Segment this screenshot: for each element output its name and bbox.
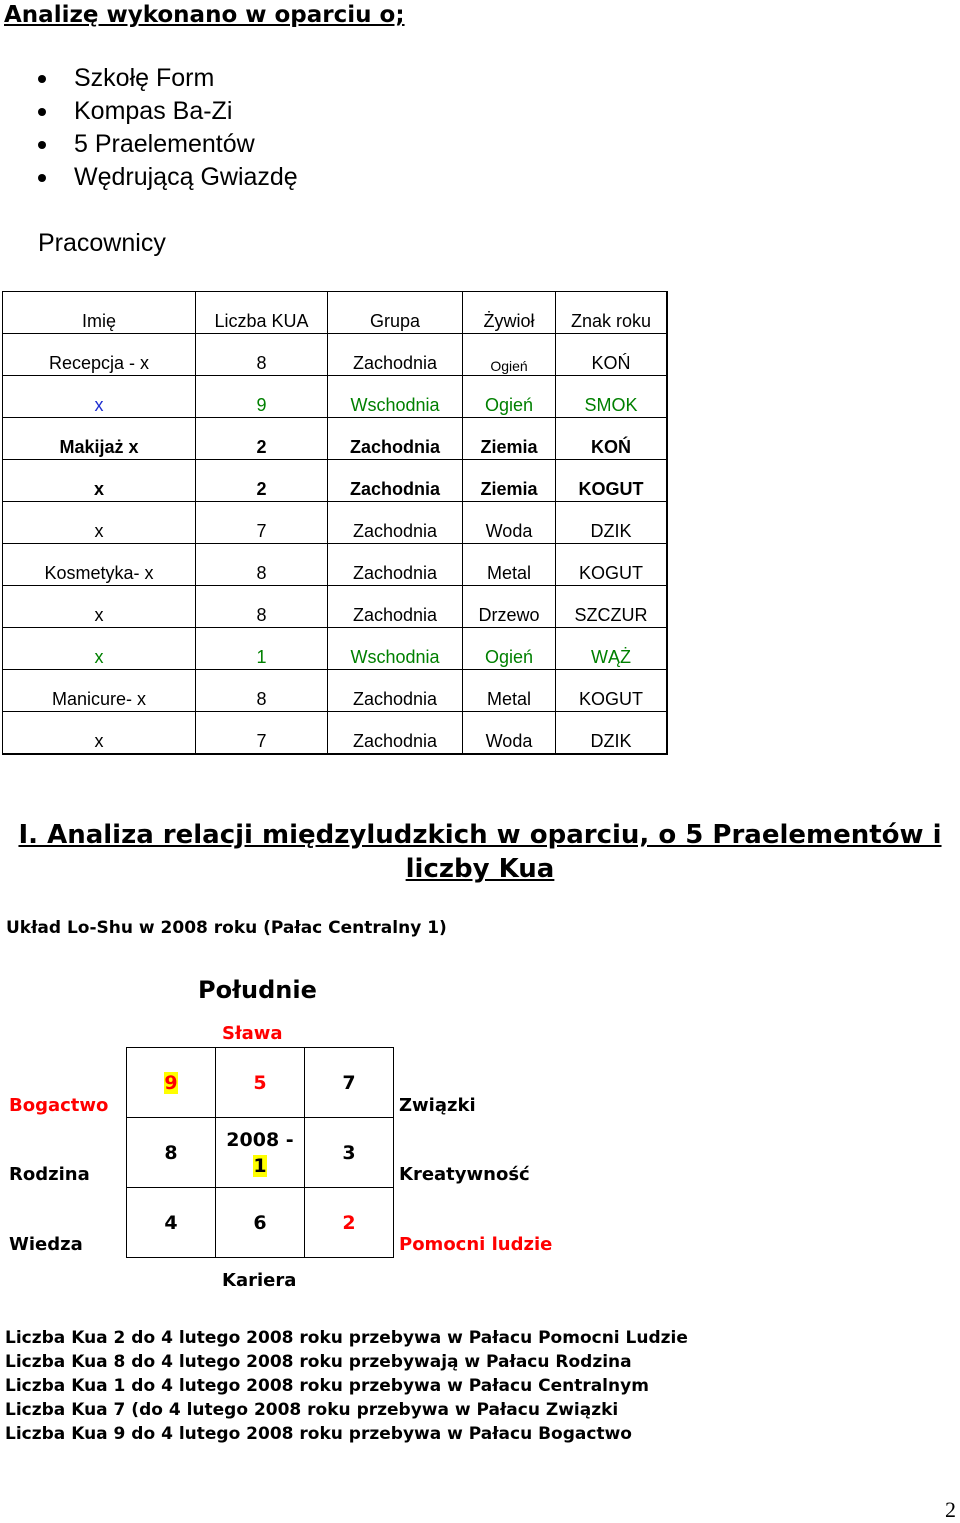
table-row: [3, 376, 668, 418]
table-cell: Ziemia: [463, 418, 556, 460]
list-item: Kompas Ba-Zi: [0, 95, 298, 128]
table-cell: Zachodnia: [328, 586, 463, 628]
table-cell: Kosmetyka- x: [3, 544, 196, 586]
table-cell: Metal: [463, 544, 556, 586]
table-cell: Metal: [463, 670, 556, 712]
table-cell: WĄŻ: [556, 628, 668, 670]
header-cell: Liczba KUA: [196, 292, 328, 334]
grid-cell: [216, 1118, 305, 1188]
header-cell: Grupa: [328, 292, 463, 334]
grid-value: 9: [164, 1071, 178, 1094]
fact-line: Liczba Kua 2 do 4 lutego 2008 roku przebywa w Pałacu Pomocni Ludzie: [5, 1328, 688, 1348]
table-cell: x: [3, 502, 196, 544]
table-header-row: [3, 292, 668, 334]
table-cell: 2: [196, 460, 328, 502]
table-cell: Zachodnia: [328, 712, 463, 755]
table-row: [3, 334, 668, 376]
table-cell: Wschodnia: [328, 628, 463, 670]
table-cell: Zachodnia: [328, 670, 463, 712]
section-label: Pracownicy: [38, 229, 166, 257]
table-cell: x: [3, 460, 196, 502]
bullet-icon: [38, 75, 46, 83]
table-cell: 8: [196, 334, 328, 376]
helpful-people-label: Pomocni ludzie: [399, 1234, 553, 1255]
method-list: [0, 62, 298, 194]
grid-row: [127, 1188, 394, 1258]
fact-line: Liczba Kua 1 do 4 lutego 2008 roku przebywa w Pałacu Centralnym: [5, 1376, 649, 1396]
table-cell: Ogień: [463, 628, 556, 670]
table-cell: 7: [196, 712, 328, 755]
table-cell: KOGUT: [556, 544, 668, 586]
table-row: [3, 460, 668, 502]
table-cell: Woda: [463, 712, 556, 755]
table-cell: DZIK: [556, 712, 668, 755]
table-row: [3, 628, 668, 670]
grid-cell: [216, 1188, 305, 1258]
table-cell: Ogień: [463, 376, 556, 418]
relationships-label: Związki: [399, 1095, 476, 1116]
grid-value: 5: [253, 1071, 267, 1094]
table-cell: SZCZUR: [556, 586, 668, 628]
table-cell: SMOK: [556, 376, 668, 418]
table-row: [3, 670, 668, 712]
table-cell: KOGUT: [556, 670, 668, 712]
kua-facts: [5, 1326, 688, 1446]
table-cell: Manicure- x: [3, 670, 196, 712]
south-label: Południe: [198, 976, 317, 1004]
page-number: 2: [945, 1497, 956, 1522]
creativity-label: Kreatywność: [399, 1164, 530, 1185]
table-cell: Woda: [463, 502, 556, 544]
table-cell: KOŃ: [556, 334, 668, 376]
table-cell: 9: [196, 376, 328, 418]
grid-value: 7: [342, 1071, 356, 1094]
lo-shu-caption: Układ Lo-Shu w 2008 roku (Pałac Centralny 1): [6, 918, 447, 938]
list-item: Szkołę Form: [0, 62, 298, 95]
table-cell: Zachodnia: [328, 334, 463, 376]
table-row: [3, 586, 668, 628]
header-cell: Znak roku: [556, 292, 668, 334]
grid-year: 2008 -: [226, 1128, 294, 1151]
table-cell: Zachodnia: [328, 502, 463, 544]
table-cell: Zachodnia: [328, 544, 463, 586]
wealth-label: Bogactwo: [9, 1095, 109, 1116]
knowledge-label: Wiedza: [9, 1234, 83, 1255]
grid-value: 1: [253, 1154, 267, 1177]
table-row: [3, 418, 668, 460]
fact-line: Liczba Kua 7 (do 4 lutego 2008 roku przebywa w Pałacu Związki: [5, 1400, 619, 1420]
list-item: 5 Praelementów: [0, 128, 298, 161]
grid-cell: [127, 1118, 216, 1188]
family-label: Rodzina: [9, 1164, 90, 1185]
grid-row: [127, 1118, 394, 1188]
lo-shu-grid: [126, 1047, 394, 1258]
table-cell: Recepcja - x: [3, 334, 196, 376]
grid-cell: [127, 1188, 216, 1258]
table-cell: x: [3, 376, 196, 418]
employees-table: [2, 291, 668, 755]
table-cell: KOŃ: [556, 418, 668, 460]
fact-line: Liczba Kua 8 do 4 lutego 2008 roku przebywają w Pałacu Rodzina: [5, 1352, 632, 1372]
table-row: [3, 544, 668, 586]
table-cell: 7: [196, 502, 328, 544]
table-cell: x: [3, 712, 196, 755]
table-cell: Zachodnia: [328, 418, 463, 460]
fame-label: Sława: [222, 1023, 283, 1044]
grid-value: 3: [342, 1141, 356, 1164]
table-row: [3, 712, 668, 755]
grid-cell: [127, 1048, 216, 1118]
table-cell: 1: [196, 628, 328, 670]
table-cell: Wschodnia: [328, 376, 463, 418]
grid-row: [127, 1048, 394, 1118]
table-cell: Ogień: [463, 334, 556, 376]
grid-cell: [305, 1118, 394, 1188]
table-cell: 8: [196, 544, 328, 586]
header-cell: Imię: [3, 292, 196, 334]
table-cell: DZIK: [556, 502, 668, 544]
table-cell: Zachodnia: [328, 460, 463, 502]
header-cell: Żywioł: [463, 292, 556, 334]
grid-value: 4: [164, 1211, 178, 1234]
table-cell: 8: [196, 586, 328, 628]
career-label: Kariera: [222, 1270, 297, 1291]
table-cell: x: [3, 586, 196, 628]
table-cell: 2: [196, 418, 328, 460]
table-row: [3, 502, 668, 544]
list-item: Wędrującą Gwiazdę: [0, 161, 298, 194]
grid-cell: [216, 1048, 305, 1118]
analysis-title: I. Analiza relacji międzyludzkich w oparciu, o 5 Praelementów i liczby Kua: [18, 820, 942, 884]
bullet-icon: [38, 174, 46, 182]
bullet-icon: [38, 141, 46, 149]
grid-cell: [305, 1048, 394, 1118]
grid-value: 6: [253, 1211, 267, 1234]
table-cell: Drzewo: [463, 586, 556, 628]
fact-line: Liczba Kua 9 do 4 lutego 2008 roku przebywa w Pałacu Bogactwo: [5, 1424, 632, 1444]
table-cell: KOGUT: [556, 460, 668, 502]
grid-value: 8: [164, 1141, 178, 1164]
grid-cell: [305, 1188, 394, 1258]
bullet-icon: [38, 108, 46, 116]
grid-value: 2: [342, 1211, 356, 1234]
document-heading: Analizę wykonano w oparciu o;: [4, 2, 405, 28]
table-cell: Ziemia: [463, 460, 556, 502]
table-cell: Makijaż x: [3, 418, 196, 460]
table-cell: x: [3, 628, 196, 670]
table-cell: 8: [196, 670, 328, 712]
